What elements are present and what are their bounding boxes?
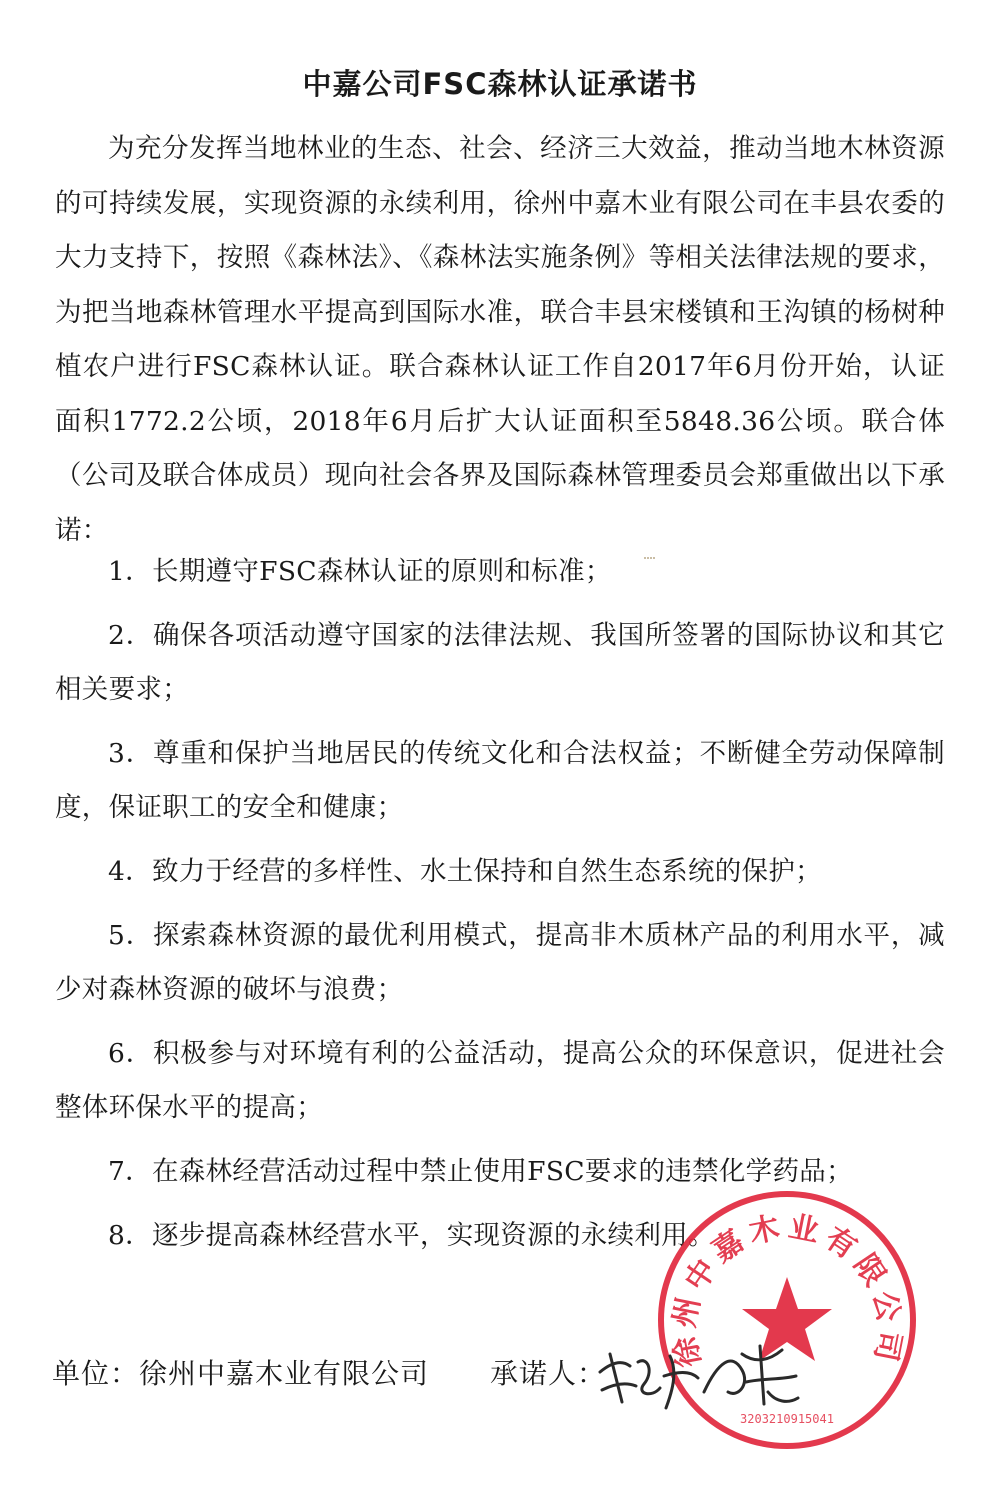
handwritten-signature [592,1332,802,1422]
commitment-item-2: 2．确保各项活动遵守国家的法律法规、我国所签署的国际协议和其它相关要求； [55,620,945,705]
svg-text:徐州中嘉木业有限公司: 徐州中嘉木业有限公司 [666,1209,908,1370]
svg-text:3203210915041: 3203210915041 [740,1412,834,1426]
commitment-item-6: 6．积极参与对环境有利的公益活动，提高公众的环保意识，促进社会整体环保水平的提高； [55,1038,945,1123]
signer-label: 承诺人： [490,1357,607,1390]
intro-paragraph: 为充分发挥当地林业的生态、社会、经济三大效益，推动当地木林资源的可持续发展，实现资源的永续利用，徐州中嘉木业有限公司在丰县农委的大力支持下，按照《森林法》、《森林法实施条例》等相关法律法规的要求，为把当地森林管理水平提高到国际水准，联合丰县宋楼镇和王沟镇的杨树种植农户进行FSC森林认证。联合森林认证工作自2017年6月份开始，认证面积1772.2公顷，2018年6月后扩大认证面积至5848.36公顷。联合体（公司及联合体成员）现向社会各界及国际森林管理委员会郑重做出以下承诺： [55,133,945,546]
commitment-list [55,545,945,1273]
commitment-item-1: 1．长期遵守FSC森林认证的原则和标准； [108,556,612,587]
commitment-item-7: 7．在森林经营活动过程中禁止使用FSC要求的违禁化学药品； [108,1156,853,1187]
commitment-item-5: 5．探索森林资源的最优利用模式，提高非木质林产品的利用水平，减少对森林资源的破坏与浪费； [55,920,945,1005]
document-title: 中嘉公司FSC森林认证承诺书 [302,67,698,101]
signing-unit: 单位：徐州中嘉木业有限公司 [52,1357,430,1390]
commitment-item-8: 8．逐步提高森林经营水平，实现资源的永续利用。 [108,1220,715,1251]
commitment-item-3: 3．尊重和保护当地居民的传统文化和合法权益；不断健全劳动保障制度，保证职工的安全和健康； [55,738,945,823]
commitment-item-4: 4．致力于经营的多样性、水土保持和自然生态系统的保护； [108,856,822,887]
